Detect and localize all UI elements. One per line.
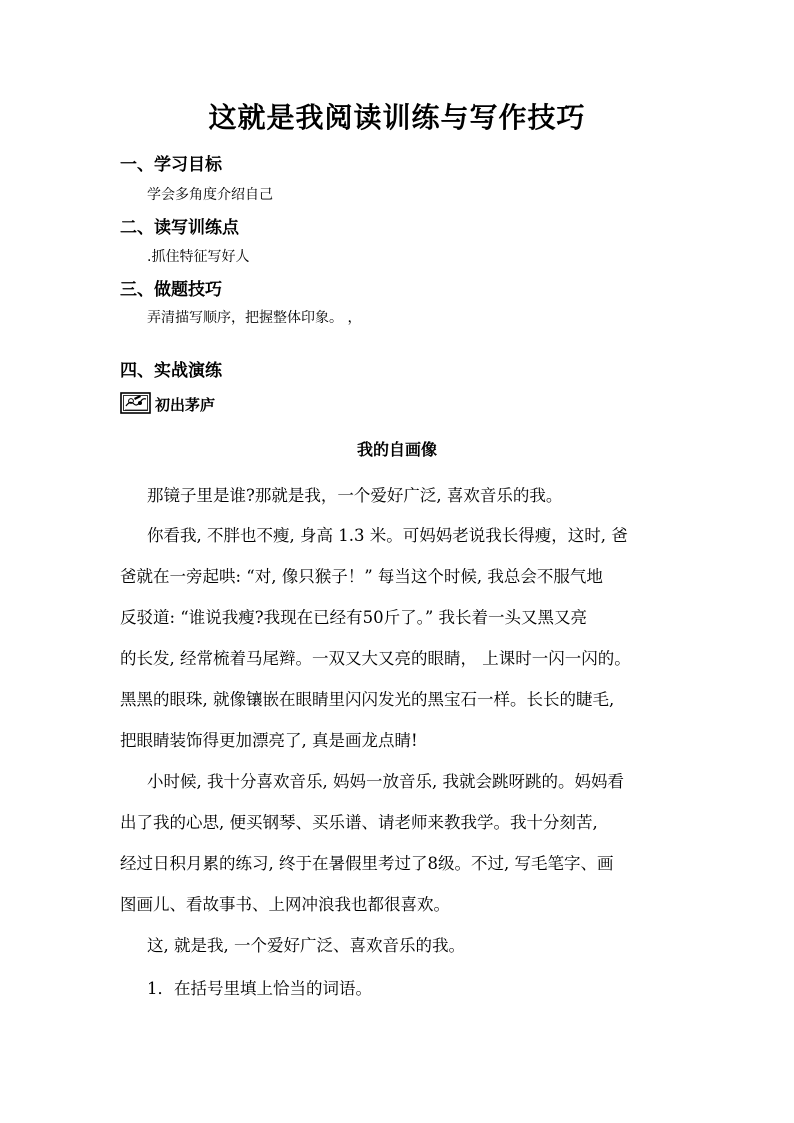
pen-writing-icon bbox=[120, 391, 152, 415]
essay-line: 的长发, 经常梳着马尾辫。一双又大又亮的眼睛， 上课时一闪一闪的。 bbox=[120, 649, 631, 668]
section-heading-training: 二、读写训练点 bbox=[120, 218, 239, 238]
section-heading-goals: 一、学习目标 bbox=[120, 155, 222, 175]
section-heading-skills: 三、做题技巧 bbox=[120, 280, 222, 300]
section-body-skills: 弄清描写顺序，把握整体印象。 ， bbox=[147, 310, 362, 326]
essay-line: 黑黑的眼珠, 就像镶嵌在眼睛里闪闪发光的黑宝石一样。长长的睫毛, bbox=[120, 690, 615, 709]
essay-line: 反驳道: “谁说我瘦?我现在已经有50斤了。” 我长着一头又黑又亮 bbox=[120, 608, 588, 627]
essay-line: 这, 就是我, 一个爱好广泛、喜欢音乐的我。 bbox=[147, 936, 465, 955]
essay-line: 你看我, 不胖也不瘦, 身高 1.3 米。可妈妈老说我长得瘦，这时, 爸 bbox=[147, 526, 628, 545]
essay-line: 爸就在一旁起哄: “对, 像只猴子！” 每当这个时候, 我总会不服气地 bbox=[120, 567, 603, 586]
essay-line: 图画儿、看故事书、上网冲浪我也都很喜欢。 bbox=[120, 895, 450, 914]
document-title: 这就是我阅读训练与写作技巧 bbox=[208, 101, 586, 134]
essay-line: 小时候, 我十分喜欢音乐, 妈妈一放音乐, 我就会跳呀跳的。妈妈看 bbox=[147, 772, 624, 791]
practice-badge bbox=[120, 391, 215, 415]
essay-line: 把眼睛装饰得更加漂亮了, 真是画龙点睛! bbox=[120, 731, 418, 750]
question-line: 1．在括号里填上恰当的词语。 bbox=[147, 979, 372, 998]
section-body-training: .抓住特征写好人 bbox=[147, 249, 250, 265]
essay-line: 经过日积月累的练习, 终于在暑假里考过了8级。不过, 写毛笔字、画 bbox=[120, 854, 614, 873]
practice-badge-label: 初出茅庐 bbox=[155, 396, 216, 414]
essay-line: 出了我的心思, 便买钢琴、买乐谱、请老师来教我学。我十分刻苦, bbox=[120, 813, 598, 832]
section-heading-practice: 四、实战演练 bbox=[120, 361, 222, 381]
essay-line: 那镜子里是谁?那就是我，一个爱好广泛, 喜欢音乐的我。 bbox=[147, 486, 563, 505]
essay-title: 我的自画像 bbox=[356, 440, 437, 459]
section-body-goals: 学会多角度介绍自己 bbox=[147, 187, 273, 203]
